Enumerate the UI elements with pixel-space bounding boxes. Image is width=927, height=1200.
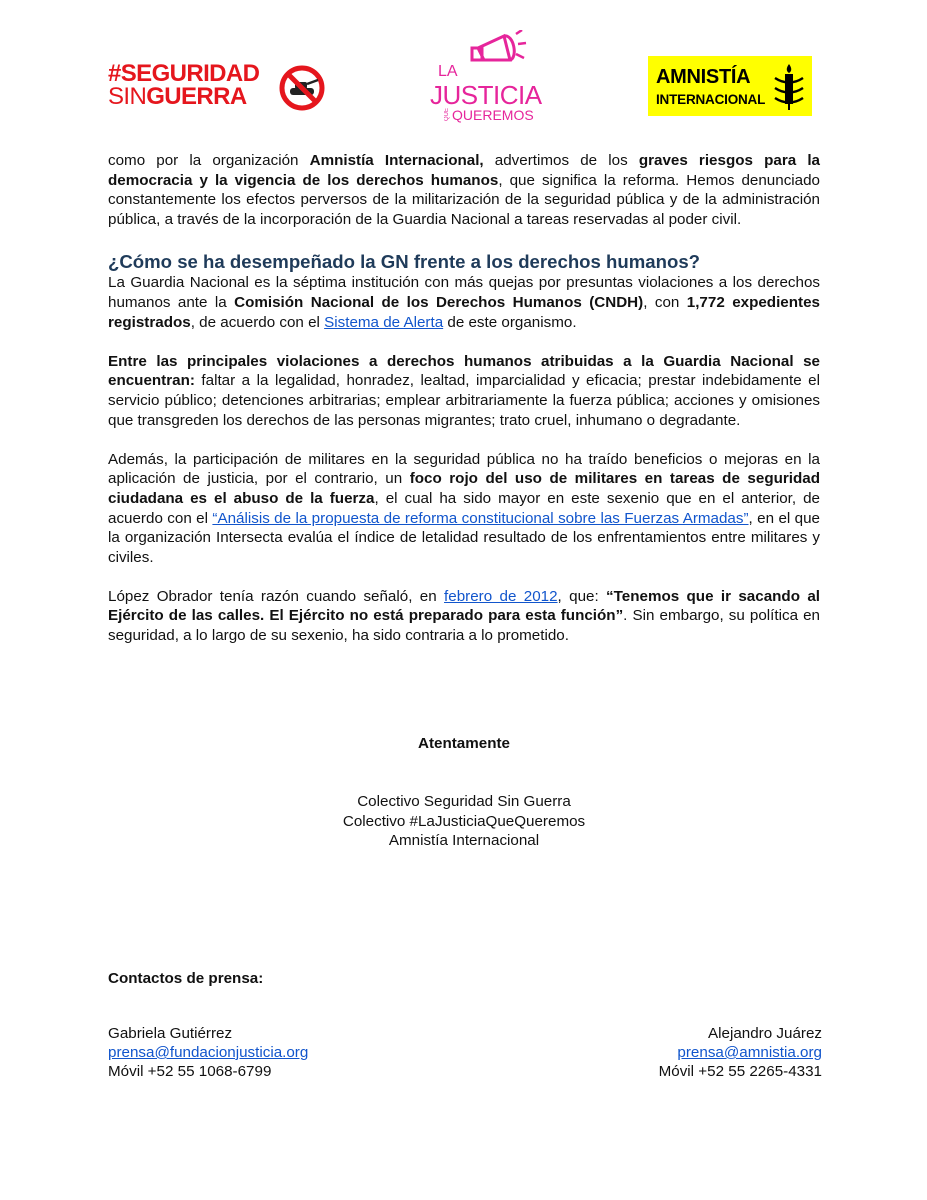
lj-logo-la: LA xyxy=(438,63,458,80)
signatory-1: Colectivo Seguridad Sin Guerra xyxy=(357,793,571,810)
contact-left xyxy=(108,1024,308,1081)
megaphone-icon xyxy=(470,30,530,70)
signatory-3: Amnistía Internacional xyxy=(388,832,540,850)
contact-right-phone: Móvil +52 55 2265-4331 xyxy=(658,1063,822,1080)
section-heading: ¿Cómo se ha desempeñado la GN frente a los derechos humanos? xyxy=(108,251,701,273)
document-body xyxy=(108,151,820,646)
lj-logo-queremos: QUEREMOS xyxy=(452,107,534,123)
paragraph-amlo-quote: López Obrador tenía razón cuando señaló, en febrero de 2012, que: “Tenemos que ir sacando al Ejército de las calles. El Ejército no está preparado para esta función”. Sin embargo, su política en seguridad, a lo largo de su sexenio, ha sido contraria a lo prometido. xyxy=(108,587,821,645)
contact-left-name: Gabriela Gutiérrez xyxy=(108,1025,233,1042)
candle-icon xyxy=(772,62,806,112)
la-justicia-que-queremos-logo xyxy=(428,30,542,123)
lj-logo-justicia: JUSTICIA xyxy=(430,80,542,110)
ssg-logo-line2: SINGUERRA xyxy=(108,83,247,110)
signatories xyxy=(108,792,820,851)
contact-right-name: Alejandro Juárez xyxy=(708,1025,822,1042)
closing-atentamente: Atentamente xyxy=(418,735,510,752)
paragraph-cndh: La Guardia Nacional es la séptima institución con más quejas por presuntas violaciones a los derechos humanos ante la Comisión Nacional de los Derechos Humanos (CNDH), con 1,772 expedientes registrados, de acuerdo con el Sistema de Alerta de este organismo. xyxy=(108,274,820,331)
ssg-logo-line1: #SEGURIDAD xyxy=(108,60,260,87)
seguridad-sin-guerra-logo xyxy=(108,62,328,112)
lj-logo-que: QUE xyxy=(444,108,450,122)
no-tank-icon xyxy=(278,64,326,112)
sistema-de-alerta-link[interactable]: Sistema de Alerta xyxy=(324,313,444,331)
paragraph-intro: como por la organización Amnistía Internacional, advertimos de los graves riesgos para la democracia y la vigencia de los derechos humanos, que significa la reforma. Hemos denunciado constantemente los efectos perversos de la militarización de la seguridad pública y de la administración pública, a través de la incorporación de la Guardia Nacional a tareas reservadas al poder civil. xyxy=(108,152,820,228)
febrero-2012-link[interactable]: febrero de 2012 xyxy=(444,587,558,605)
ai-logo-line2: INTERNACIONAL xyxy=(656,92,766,107)
contact-left-phone: Móvil +52 55 1068-6799 xyxy=(108,1063,272,1080)
contact-right xyxy=(560,1024,822,1081)
press-contacts-title: Contactos de prensa: xyxy=(108,970,264,987)
signatory-2: Colectivo #LaJusticiaQueQueremos xyxy=(342,812,586,830)
paragraph-abuse: Además, la participación de militares en la seguridad pública no ha traído beneficios o mejoras en la aplicación de justicia, por el contrario, un foco rojo del uso de militares en tareas de seguridad ciudadana es el abuso de la fuerza, el cual ha sido mayor en este sexenio que en el anterior, de acuerdo con el “Análisis de la propuesta de reforma constitucional sobre las Fuerzas Armadas”, en el que la organización Intersecta evalúa el índice de letalidad resultado de los enfrentamientos entre militares y civiles. xyxy=(108,450,821,566)
analisis-reforma-link[interactable]: “Análisis de la propuesta de reforma constitucional sobre las Fuerzas Armadas” xyxy=(212,509,749,527)
contact-left-email-link[interactable]: prensa@fundacionjusticia.org xyxy=(108,1044,309,1061)
amnistia-internacional-logo xyxy=(648,56,812,116)
contact-right-email-link[interactable]: prensa@amnistia.org xyxy=(677,1044,822,1061)
ai-logo-line1: AMNISTÍA xyxy=(656,66,751,88)
paragraph-violations: Entre las principales violaciones a derechos humanos atribuidas a la Guardia Nacional se encuentran: faltar a la legalidad, honradez, lealtad, imparcialidad y eficacia; prestar indebidamente el servicio público; detenciones arbitrarias; emplear arbitrariamente la fuerza pública; acciones y omisiones que transgreden los derechos de las personas migrantes; trato cruel, inhumano o degradante. xyxy=(108,352,820,429)
